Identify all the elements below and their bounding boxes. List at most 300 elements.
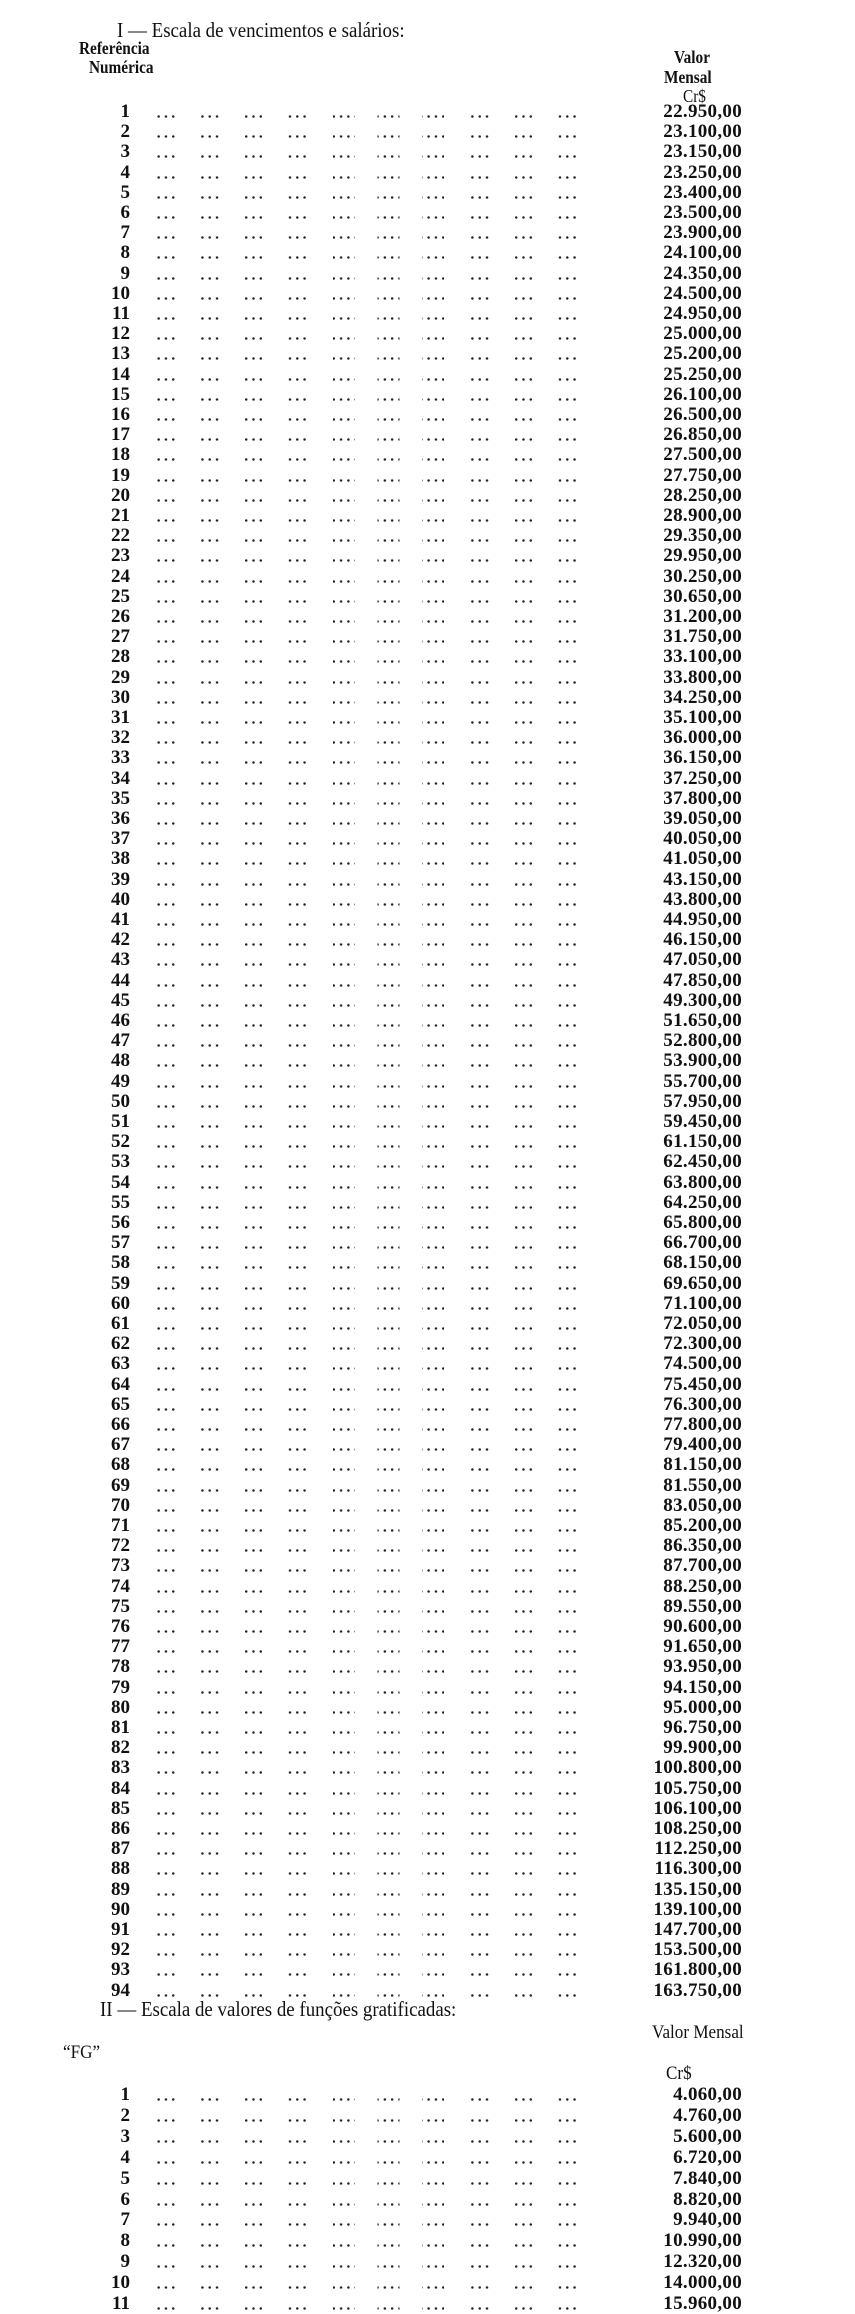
table-row [0, 2210, 855, 2230]
reference-number: 88 [111, 1858, 130, 1880]
reference-number: 30 [111, 686, 130, 708]
reference-number: 25 [111, 585, 130, 607]
table-row [0, 1395, 855, 1415]
monthly-value: 100.800,00 [653, 1757, 742, 1779]
dot-leader [155, 438, 600, 441]
monthly-value: 7.840,00 [673, 2167, 742, 2189]
reference-number: 49 [111, 1070, 130, 1092]
table-row [0, 1152, 855, 1172]
monthly-value: 37.800,00 [663, 787, 742, 809]
table-row [0, 445, 855, 465]
dot-leader [155, 297, 600, 300]
reference-number: 89 [111, 1878, 130, 1900]
monthly-value: 108.250,00 [653, 1818, 742, 1839]
monthly-value: 6.720,00 [673, 2146, 742, 2168]
table-row [0, 2169, 855, 2189]
reference-number: 24 [111, 565, 130, 587]
dot-leader [155, 559, 600, 562]
reference-number: 2 [120, 2104, 130, 2126]
monthly-value: 135.150,00 [653, 1878, 742, 1900]
table-row [0, 1556, 855, 1576]
dot-leader [155, 1226, 600, 1229]
table-row [0, 1900, 855, 1920]
monthly-value: 10.990,00 [663, 2230, 742, 2252]
table-row [0, 466, 855, 486]
monthly-value: 71.100,00 [663, 1292, 742, 1314]
table-row [0, 2127, 855, 2147]
reference-number: 26 [111, 606, 130, 627]
table-row [0, 991, 855, 1011]
dot-leader [155, 721, 600, 724]
reference-number: 63 [111, 1353, 130, 1375]
dot-leader [155, 1468, 600, 1471]
dot-leader [155, 1933, 600, 1936]
monthly-value: 53.900,00 [663, 1050, 742, 1072]
reference-number: 78 [111, 1656, 130, 1678]
table-row [0, 2085, 855, 2105]
dot-leader [155, 1388, 600, 1391]
dot-leader [155, 1004, 600, 1007]
dot-leader [155, 741, 600, 744]
reference-number: 13 [111, 343, 130, 365]
table-row [0, 203, 855, 223]
monthly-value: 62.450,00 [663, 1151, 742, 1173]
reference-number: 46 [111, 1010, 130, 1031]
table-row [0, 2252, 855, 2272]
reference-number: 71 [111, 1515, 130, 1536]
table-row [0, 486, 855, 506]
dot-leader [155, 1913, 600, 1916]
monthly-value: 23.250,00 [663, 161, 742, 183]
reference-number: 69 [111, 1474, 130, 1496]
monthly-value: 59.450,00 [663, 1111, 742, 1132]
table-row [0, 587, 855, 607]
table-row [0, 1657, 855, 1677]
dot-leader [155, 923, 600, 926]
table-row [0, 223, 855, 243]
monthly-value: 94.150,00 [663, 1676, 742, 1698]
reference-number: 66 [111, 1414, 130, 1435]
table-row [0, 122, 855, 142]
reference-number: 93 [111, 1959, 130, 1981]
dot-leader [155, 1085, 600, 1088]
reference-number: 48 [111, 1050, 130, 1072]
reference-number: 20 [111, 484, 130, 506]
monthly-value: 24.350,00 [663, 262, 742, 284]
dot-leader [155, 1064, 600, 1067]
reference-number: 34 [111, 767, 130, 789]
monthly-value: 77.800,00 [663, 1414, 742, 1435]
monthly-value: 22.950,00 [663, 101, 742, 122]
dot-leader [155, 398, 600, 401]
table-row [0, 1779, 855, 1799]
table-row [0, 1072, 855, 1092]
monthly-value: 99.900,00 [663, 1737, 742, 1759]
dot-leader [155, 236, 600, 239]
monthly-value: 23.150,00 [663, 141, 742, 163]
dot-leader [155, 681, 600, 684]
monthly-value: 68.150,00 [663, 1252, 742, 1274]
table-row [0, 708, 855, 728]
table-row [0, 1031, 855, 1051]
reference-number: 77 [111, 1636, 130, 1658]
monthly-value: 52.800,00 [663, 1030, 742, 1052]
monthly-value: 35.100,00 [663, 707, 742, 728]
reference-number: 22 [111, 525, 130, 547]
dot-leader [155, 822, 600, 825]
monthly-value: 43.150,00 [663, 868, 742, 890]
reference-number: 92 [111, 1939, 130, 1961]
monthly-value: 51.650,00 [663, 1010, 742, 1031]
monthly-value: 55.700,00 [663, 1070, 742, 1092]
column-header-reference-line2: Numérica [89, 57, 154, 77]
dot-leader [155, 2223, 600, 2226]
table-row [0, 1920, 855, 1940]
monthly-value: 40.050,00 [663, 828, 742, 850]
monthly-value: 8.820,00 [673, 2188, 742, 2210]
section-2-value-header: Valor Mensal [652, 2022, 744, 2043]
reference-number: 2 [120, 121, 130, 143]
monthly-value: 90.600,00 [663, 1616, 742, 1637]
dot-leader [155, 135, 600, 138]
dot-leader [155, 1367, 600, 1370]
reference-number: 70 [111, 1494, 130, 1516]
monthly-value: 81.150,00 [663, 1454, 742, 1476]
monthly-value: 39.050,00 [663, 808, 742, 829]
monthly-value: 4.760,00 [673, 2104, 742, 2126]
table-row [0, 1819, 855, 1839]
dot-leader [155, 277, 600, 280]
reference-number: 8 [120, 2230, 130, 2252]
dot-leader [155, 1630, 600, 1633]
reference-number: 3 [120, 2125, 130, 2147]
table-row [0, 1455, 855, 1475]
reference-number: 54 [111, 1171, 130, 1193]
reference-number: 7 [120, 222, 130, 244]
monthly-value: 15.960,00 [663, 2293, 742, 2314]
table-row [0, 1476, 855, 1496]
dot-leader [155, 802, 600, 805]
table-row [0, 142, 855, 162]
table-row [0, 1678, 855, 1698]
reference-number: 60 [111, 1292, 130, 1314]
monthly-value: 47.850,00 [663, 969, 742, 991]
dot-leader [155, 1287, 600, 1290]
reference-number: 85 [111, 1797, 130, 1819]
dot-leader [155, 1792, 600, 1795]
reference-number: 1 [120, 2084, 130, 2105]
reference-number: 17 [111, 424, 130, 446]
dot-leader [155, 176, 600, 179]
reference-number: 74 [111, 1575, 130, 1597]
reference-number: 1 [120, 101, 130, 122]
table-row [0, 163, 855, 183]
reference-number: 5 [120, 181, 130, 203]
monthly-value: 36.150,00 [663, 747, 742, 769]
dot-leader [155, 2286, 600, 2289]
reference-number: 58 [111, 1252, 130, 1274]
reference-number: 87 [111, 1838, 130, 1860]
dot-leader [155, 1872, 600, 1875]
table-row [0, 2148, 855, 2168]
table-row [0, 728, 855, 748]
monthly-value: 30.650,00 [663, 585, 742, 607]
monthly-value: 41.050,00 [663, 848, 742, 870]
table-row [0, 1294, 855, 1314]
dot-leader [155, 1549, 600, 1552]
reference-number: 9 [120, 262, 130, 284]
monthly-value: 105.750,00 [653, 1777, 742, 1799]
monthly-value: 64.250,00 [663, 1191, 742, 1213]
monthly-value: 43.800,00 [663, 888, 742, 910]
dot-leader [155, 2244, 600, 2247]
dot-leader [155, 842, 600, 845]
reference-number: 11 [112, 2293, 130, 2314]
monthly-value: 24.100,00 [663, 242, 742, 264]
dot-leader [155, 1893, 600, 1896]
table-row [0, 365, 855, 385]
reference-number: 55 [111, 1191, 130, 1213]
reference-number: 56 [111, 1212, 130, 1233]
table-row [0, 1496, 855, 1516]
table-row [0, 2294, 855, 2314]
table-row [0, 607, 855, 627]
dot-leader [155, 1569, 600, 1572]
reference-number: 90 [111, 1898, 130, 1920]
dot-leader [155, 479, 600, 482]
table-row [0, 950, 855, 970]
dot-leader [155, 1852, 600, 1855]
table-row [0, 405, 855, 425]
dot-leader [155, 903, 600, 906]
table-row [0, 668, 855, 688]
reference-number: 5 [120, 2167, 130, 2189]
dot-leader [155, 1489, 600, 1492]
monthly-value: 46.150,00 [663, 929, 742, 951]
dot-leader [155, 256, 600, 259]
table-row [0, 1637, 855, 1657]
monthly-value: 163.750,00 [653, 1979, 742, 2001]
dot-leader [155, 2119, 600, 2122]
reference-number: 35 [111, 787, 130, 809]
table-row [0, 971, 855, 991]
reference-number: 28 [111, 646, 130, 668]
reference-number: 51 [111, 1111, 130, 1132]
reference-number: 40 [111, 888, 130, 910]
table-row [0, 1213, 855, 1233]
table-row [0, 1516, 855, 1536]
dot-leader [155, 1650, 600, 1653]
dot-leader [155, 862, 600, 865]
monthly-value: 34.250,00 [663, 686, 742, 708]
reference-number: 67 [111, 1434, 130, 1456]
dot-leader [155, 2203, 600, 2206]
monthly-value: 147.700,00 [653, 1919, 742, 1940]
column-header-value-line1: Valor [674, 47, 710, 67]
monthly-value: 66.700,00 [663, 1232, 742, 1254]
dot-leader [155, 499, 600, 502]
table-row [0, 546, 855, 566]
dot-leader [155, 1307, 600, 1310]
reference-number: 81 [111, 1717, 130, 1738]
reference-number: 73 [111, 1555, 130, 1577]
dot-leader [155, 1751, 600, 1754]
reference-number: 27 [111, 626, 130, 648]
dot-leader [155, 1024, 600, 1027]
reference-number: 45 [111, 989, 130, 1011]
dot-leader [155, 2161, 600, 2164]
table-row [0, 1051, 855, 1071]
table-row [0, 567, 855, 587]
monthly-value: 23.400,00 [663, 181, 742, 203]
reference-number: 94 [111, 1979, 130, 2001]
reference-number: 39 [111, 868, 130, 890]
dot-leader [155, 155, 600, 158]
table-row [0, 1274, 855, 1294]
dot-leader [155, 519, 600, 522]
table-row [0, 1435, 855, 1455]
dot-leader [155, 1246, 600, 1249]
table-row [0, 1092, 855, 1112]
dot-leader [155, 600, 600, 603]
dot-leader [155, 1347, 600, 1350]
reference-number: 32 [111, 727, 130, 749]
table-row [0, 1011, 855, 1031]
reference-number: 44 [111, 969, 130, 991]
monthly-value: 31.200,00 [663, 606, 742, 627]
dot-leader [155, 761, 600, 764]
dot-leader [155, 337, 600, 340]
reference-number: 10 [111, 2272, 130, 2294]
reference-number: 64 [111, 1373, 130, 1395]
dot-leader [155, 2182, 600, 2185]
table-row [0, 1617, 855, 1637]
table-row [0, 849, 855, 869]
reference-number: 84 [111, 1777, 130, 1799]
monthly-value: 26.500,00 [663, 404, 742, 425]
table-row [0, 1880, 855, 1900]
table-row [0, 1597, 855, 1617]
monthly-value: 95.000,00 [663, 1696, 742, 1718]
monthly-value: 89.550,00 [663, 1595, 742, 1617]
monthly-value: 72.050,00 [663, 1313, 742, 1334]
monthly-value: 74.500,00 [663, 1353, 742, 1375]
reference-number: 38 [111, 848, 130, 870]
table-row [0, 1314, 855, 1334]
monthly-value: 25.200,00 [663, 343, 742, 365]
table-row [0, 789, 855, 809]
table-row [0, 809, 855, 829]
dot-leader [155, 1509, 600, 1512]
table-row [0, 2273, 855, 2293]
reference-number: 8 [120, 242, 130, 264]
dot-leader [155, 1428, 600, 1431]
monthly-value: 112.250,00 [654, 1838, 742, 1860]
table-row [0, 870, 855, 890]
table-row [0, 1738, 855, 1758]
dot-leader [155, 1711, 600, 1714]
dot-leader [155, 943, 600, 946]
table-row [0, 1334, 855, 1354]
table-row [0, 1375, 855, 1395]
dot-leader [155, 1691, 600, 1694]
monthly-value: 25.250,00 [663, 363, 742, 385]
monthly-value: 79.400,00 [663, 1434, 742, 1456]
reference-number: 86 [111, 1818, 130, 1839]
table-row [0, 1859, 855, 1879]
table-row [0, 1718, 855, 1738]
table-row [0, 748, 855, 768]
table-row [0, 1758, 855, 1778]
monthly-value: 26.100,00 [663, 383, 742, 405]
dot-leader [155, 2307, 600, 2310]
dot-leader [155, 660, 600, 663]
dot-leader [155, 1327, 600, 1330]
table-row [0, 890, 855, 910]
dot-leader [155, 1186, 600, 1189]
reference-number: 59 [111, 1272, 130, 1294]
table-row [0, 2190, 855, 2210]
reference-number: 37 [111, 828, 130, 850]
reference-number: 50 [111, 1090, 130, 1112]
dot-leader [155, 2140, 600, 2143]
dot-leader [155, 2098, 600, 2101]
reference-number: 57 [111, 1232, 130, 1254]
reference-number: 76 [111, 1616, 130, 1637]
monthly-value: 153.500,00 [653, 1939, 742, 1961]
dot-leader [155, 1105, 600, 1108]
table-row [0, 526, 855, 546]
monthly-value: 30.250,00 [663, 565, 742, 587]
monthly-value: 161.800,00 [653, 1959, 742, 1981]
reference-number: 43 [111, 949, 130, 971]
reference-number: 6 [120, 202, 130, 223]
table-row [0, 1577, 855, 1597]
monthly-value: 9.940,00 [673, 2209, 742, 2231]
dot-leader [155, 1529, 600, 1532]
table-row [0, 2231, 855, 2251]
monthly-value: 83.050,00 [663, 1494, 742, 1516]
dot-leader [155, 1145, 600, 1148]
section-2-title: II — Escala de valores de funções gratificadas: [100, 1997, 457, 2021]
dot-leader [155, 317, 600, 320]
table-row [0, 1839, 855, 1859]
monthly-value: 44.950,00 [663, 909, 742, 930]
monthly-value: 26.850,00 [663, 424, 742, 446]
reference-number: 3 [120, 141, 130, 163]
dot-leader [155, 539, 600, 542]
dot-leader [155, 1590, 600, 1593]
table-row [0, 829, 855, 849]
column-header-currency: Cr$ [683, 86, 706, 106]
table-row [0, 1536, 855, 1556]
table-row [0, 102, 855, 122]
dot-leader [155, 701, 600, 704]
monthly-value: 24.500,00 [663, 282, 742, 304]
monthly-value: 37.250,00 [663, 767, 742, 789]
table-row [0, 243, 855, 263]
monthly-value: 33.800,00 [663, 666, 742, 688]
column-header-reference-line1: Referência [79, 38, 150, 58]
reference-number: 80 [111, 1696, 130, 1718]
dot-leader [155, 2265, 600, 2268]
reference-number: 6 [120, 2188, 130, 2210]
reference-number: 12 [111, 323, 130, 345]
monthly-value: 76.300,00 [663, 1393, 742, 1415]
reference-number: 36 [111, 808, 130, 829]
reference-number: 9 [120, 2251, 130, 2273]
dot-leader [155, 1206, 600, 1209]
